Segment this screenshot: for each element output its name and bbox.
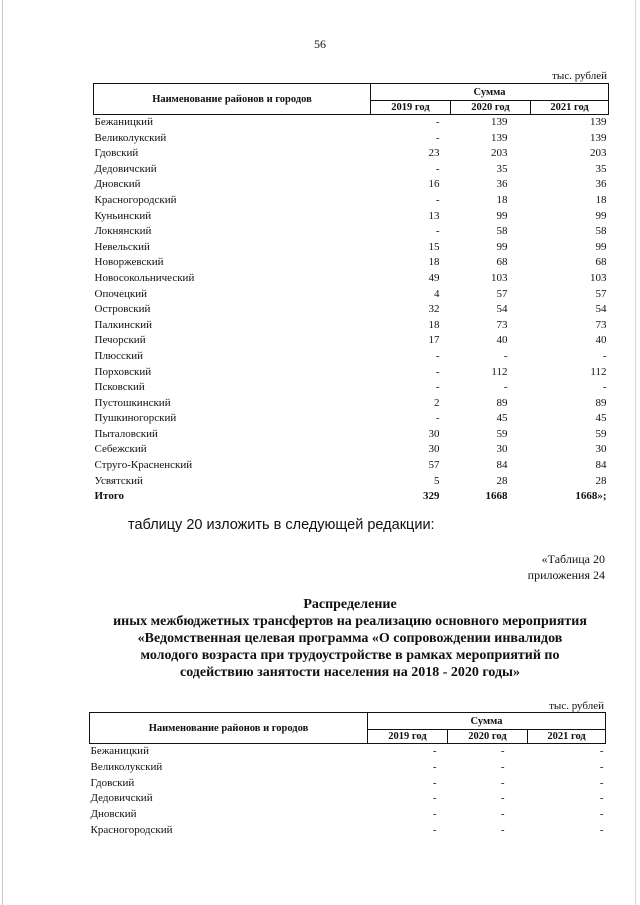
amount-cell-2019: 30 — [428, 443, 440, 456]
table-row — [94, 380, 609, 396]
district-name-cell: Великолукский — [90, 760, 163, 773]
district-name-cell: Палкинский — [94, 318, 153, 331]
amount-cell-2019: 17 — [428, 334, 440, 347]
table-row — [94, 255, 609, 271]
table1-header-2019: 2019 год — [371, 101, 451, 115]
amount-cell-2019: - — [432, 823, 437, 836]
amount-cell-2020: 58 — [496, 225, 508, 238]
district-name-cell: Дедовичский — [90, 792, 153, 805]
table-row — [90, 744, 606, 760]
amount-cell-2019: - — [435, 225, 440, 238]
table1-body — [94, 115, 609, 505]
amount-cell-2020: 84 — [496, 459, 508, 472]
table2-body — [90, 744, 606, 839]
table-row — [94, 209, 609, 225]
district-name-cell: Печорский — [94, 334, 146, 347]
amount-cell-2020: - — [500, 792, 505, 805]
amount-cell-2021: 40 — [595, 334, 607, 347]
amount-cell-2019: - — [432, 792, 437, 805]
amount-cell-2019: 2 — [434, 396, 440, 409]
amount-cell-2019: - — [432, 776, 437, 789]
table-ref-line2: приложения 24 — [527, 568, 605, 582]
table-row — [94, 271, 609, 287]
amount-cell-2020: 139 — [491, 116, 508, 128]
table2-header-2021: 2021 год — [528, 730, 606, 744]
district-name-cell: Дновский — [94, 178, 141, 191]
amount-cell-2020: - — [503, 349, 508, 362]
amount-cell-2021: - — [602, 349, 607, 362]
amount-cell-2019: - — [432, 760, 437, 773]
amount-cell-2019: 32 — [428, 303, 440, 316]
amount-cell-2019: - — [435, 349, 440, 362]
amount-cell-2020: 45 — [496, 412, 508, 425]
amount-cell-2019: - — [432, 745, 437, 757]
table-row — [94, 365, 609, 381]
table-row — [94, 474, 609, 490]
table-row — [90, 760, 606, 776]
amount-cell-2019: 49 — [428, 271, 440, 284]
amount-cell-2020: 57 — [496, 287, 508, 300]
amount-cell-2021: 30 — [595, 443, 607, 456]
amount-cell-2019: 329 — [423, 490, 440, 503]
amount-cell-2020: 139 — [491, 131, 508, 144]
amount-cell-2019: - — [435, 116, 440, 128]
table1-header-sum: Сумма — [371, 84, 609, 101]
district-name-cell: Гдовский — [94, 147, 139, 160]
amendment-text: таблицу 20 изложить в следующей редакции: — [128, 517, 435, 533]
document-title — [70, 596, 630, 681]
district-name-cell: Красногородский — [90, 823, 173, 836]
district-name-cell: Красногородский — [94, 193, 177, 206]
amount-cell-2019: 30 — [428, 427, 440, 440]
district-name-cell: Невельский — [94, 240, 150, 253]
amount-cell-2020: 1668 — [485, 490, 508, 503]
title-line4: молодого возраста при трудоустройстве в рамках мероприятий по — [140, 648, 560, 663]
amount-cell-2021: - — [599, 823, 604, 836]
amount-cell-2021: 68 — [595, 256, 607, 269]
amount-cell-2020: 112 — [491, 365, 508, 378]
amount-cell-2021: - — [599, 760, 604, 773]
table-row — [94, 458, 609, 474]
amount-cell-2020: 73 — [496, 318, 508, 331]
amount-cell-2020: 30 — [496, 443, 508, 456]
amount-cell-2021: 73 — [595, 318, 607, 331]
amount-cell-2021: 103 — [590, 271, 607, 284]
table1-units: тыс. рублей — [552, 70, 607, 82]
table2-header-2020: 2020 год — [448, 730, 528, 744]
table-row — [94, 396, 609, 412]
amount-cell-2019: - — [435, 412, 440, 425]
amount-cell-2021: - — [599, 808, 604, 821]
district-name-cell: Пыталовский — [94, 427, 158, 440]
amount-cell-2021: - — [599, 776, 604, 789]
district-name-cell: Струго-Красненский — [94, 459, 193, 472]
table-row — [94, 302, 609, 318]
district-name-cell: Усвятский — [94, 474, 143, 487]
table2-header-sum: Сумма — [368, 713, 606, 730]
amount-cell-2021: 84 — [595, 459, 607, 472]
amount-cell-2019: 13 — [428, 209, 440, 222]
amount-cell-2021: 203 — [590, 147, 607, 160]
amount-cell-2019: - — [432, 808, 437, 821]
table-row — [90, 791, 606, 807]
amount-cell-2021: 28 — [595, 474, 607, 487]
district-name-cell: Бежаницкий — [90, 745, 149, 757]
amount-cell-2020: 18 — [496, 193, 508, 206]
amount-cell-2020: 68 — [496, 256, 508, 269]
amount-cell-2021: 1668»; — [575, 490, 607, 503]
title-line1: Распределение — [303, 597, 397, 612]
table-row — [94, 318, 609, 334]
amount-cell-2020: 203 — [491, 147, 508, 160]
district-name-cell: Дновский — [90, 808, 137, 821]
amount-cell-2020: 103 — [491, 271, 508, 284]
scan-edge-right — [635, 0, 636, 905]
amount-cell-2021: 99 — [595, 209, 607, 222]
amount-cell-2019: 15 — [428, 240, 440, 253]
amount-cell-2021: 35 — [595, 162, 607, 175]
table-row — [94, 131, 609, 147]
amount-cell-2021: 112 — [590, 365, 607, 378]
table-total-row — [94, 489, 609, 505]
table-row — [94, 287, 609, 303]
district-name-cell: Локнянский — [94, 225, 152, 238]
amount-cell-2021: 99 — [595, 240, 607, 253]
table-row — [94, 193, 609, 209]
amount-cell-2020: - — [500, 745, 505, 757]
district-name-cell: Итого — [94, 490, 125, 503]
amount-cell-2019: 57 — [428, 459, 440, 472]
amount-cell-2020: - — [500, 760, 505, 773]
amount-cell-2020: - — [503, 381, 508, 394]
table1 — [93, 83, 609, 505]
district-name-cell: Псковский — [94, 381, 145, 394]
district-name-cell: Дедовичский — [94, 162, 157, 175]
table-ref-line1: «Таблица 20 — [541, 552, 605, 566]
amount-cell-2020: - — [500, 808, 505, 821]
amount-cell-2019: 16 — [428, 178, 440, 191]
page-number: 56 — [314, 37, 326, 51]
table-row — [94, 146, 609, 162]
amount-cell-2021: 139 — [590, 131, 607, 144]
amount-cell-2021: - — [602, 381, 607, 394]
amount-cell-2020: 54 — [496, 303, 508, 316]
table-row — [94, 333, 609, 349]
title-line3: «Ведомственная целевая программа «О сопровождении инвалидов — [137, 631, 563, 646]
district-name-cell: Гдовский — [90, 776, 135, 789]
table-row — [94, 411, 609, 427]
table2-units: тыс. рублей — [549, 700, 604, 712]
amount-cell-2021: 139 — [590, 116, 607, 128]
amount-cell-2020: 28 — [496, 474, 508, 487]
amount-cell-2019: - — [435, 365, 440, 378]
amount-cell-2021: 36 — [595, 178, 607, 191]
amount-cell-2021: 58 — [595, 225, 607, 238]
table2-header-name: Наименование районов и городов — [90, 713, 368, 744]
table1-header-2020: 2020 год — [451, 101, 531, 115]
district-name-cell: Порховский — [94, 365, 152, 378]
amount-cell-2020: 36 — [496, 178, 508, 191]
amount-cell-2021: 45 — [595, 412, 607, 425]
amount-cell-2020: 99 — [496, 240, 508, 253]
table-row — [94, 177, 609, 193]
district-name-cell: Опочецкий — [94, 287, 147, 300]
district-name-cell: Бежаницкий — [94, 116, 153, 128]
amount-cell-2019: - — [435, 162, 440, 175]
amount-cell-2021: 59 — [595, 427, 607, 440]
scan-edge-left — [2, 0, 3, 905]
amount-cell-2020: 40 — [496, 334, 508, 347]
amount-cell-2019: 18 — [428, 256, 440, 269]
amount-cell-2019: - — [435, 193, 440, 206]
district-name-cell: Куньинский — [94, 209, 152, 222]
district-name-cell: Пустошкинский — [94, 396, 171, 409]
district-name-cell: Новоржевский — [94, 256, 164, 269]
title-line5: содействию занятости населения на 2018 - 2020 годы» — [180, 665, 520, 680]
amount-cell-2019: 23 — [428, 147, 440, 160]
table2-header-2019: 2019 год — [368, 730, 448, 744]
district-name-cell: Новосокольнический — [94, 271, 195, 284]
district-name-cell: Плюсский — [94, 349, 144, 362]
amount-cell-2020: 35 — [496, 162, 508, 175]
amount-cell-2021: - — [599, 745, 604, 757]
amount-cell-2021: - — [599, 792, 604, 805]
table2 — [89, 712, 606, 839]
amount-cell-2020: 59 — [496, 427, 508, 440]
table-row — [94, 115, 609, 131]
amount-cell-2020: 99 — [496, 209, 508, 222]
table1-header-name: Наименование районов и городов — [94, 84, 371, 115]
table-row — [90, 823, 606, 839]
amount-cell-2019: - — [435, 381, 440, 394]
table1-header-2021: 2021 год — [531, 101, 609, 115]
district-name-cell: Пушкиногорский — [94, 412, 177, 425]
amount-cell-2021: 57 — [595, 287, 607, 300]
table-row — [94, 224, 609, 240]
table-row — [94, 162, 609, 178]
amount-cell-2020: - — [500, 776, 505, 789]
district-name-cell: Островский — [94, 303, 151, 316]
district-name-cell: Себежский — [94, 443, 147, 456]
table-row — [94, 240, 609, 256]
amount-cell-2021: 89 — [595, 396, 607, 409]
amount-cell-2019: 4 — [434, 287, 440, 300]
amount-cell-2019: 5 — [434, 474, 440, 487]
amount-cell-2019: - — [435, 131, 440, 144]
table-row — [94, 442, 609, 458]
table-row — [94, 427, 609, 443]
table-row — [94, 349, 609, 365]
amount-cell-2019: 18 — [428, 318, 440, 331]
title-line2: иных межбюджетных трансфертов на реализацию основного мероприятия — [113, 614, 587, 629]
amount-cell-2021: 54 — [595, 303, 607, 316]
amount-cell-2020: 89 — [496, 396, 508, 409]
table-row — [90, 807, 606, 823]
amount-cell-2020: - — [500, 823, 505, 836]
table-row — [90, 776, 606, 792]
district-name-cell: Великолукский — [94, 131, 167, 144]
amount-cell-2021: 18 — [595, 193, 607, 206]
